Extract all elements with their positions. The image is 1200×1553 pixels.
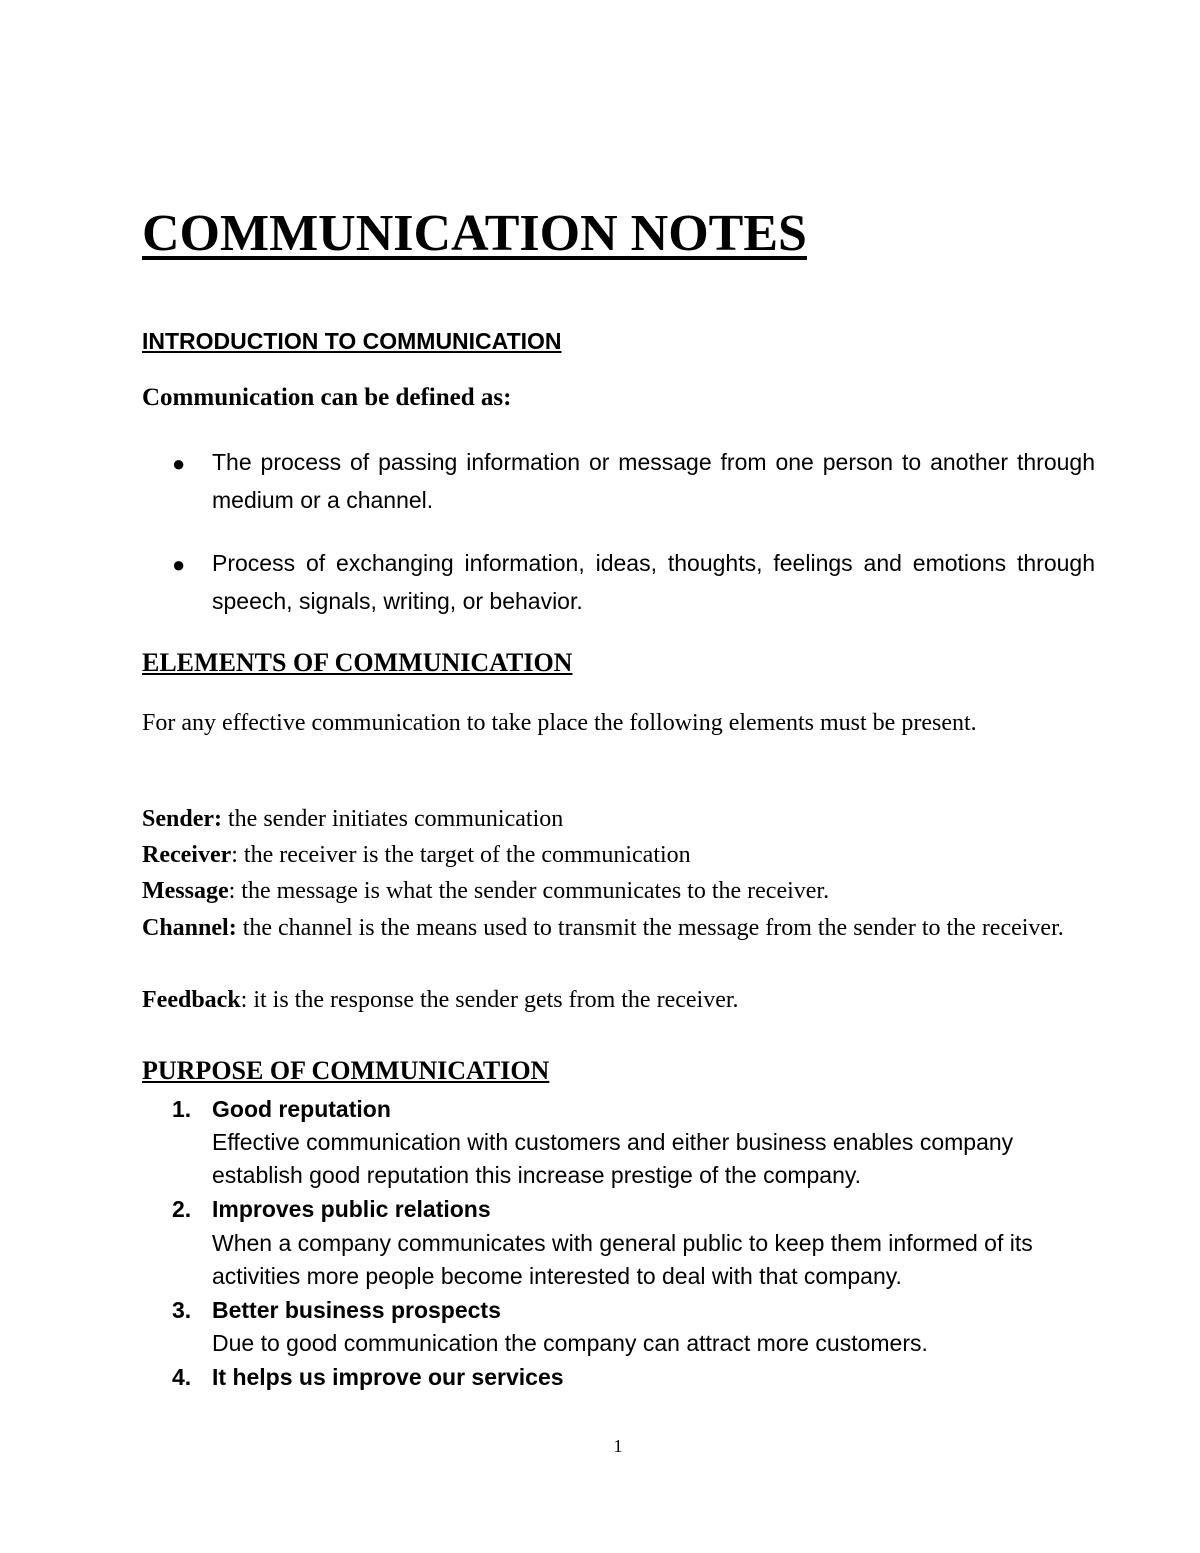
document-title: COMMUNICATION NOTES <box>142 205 807 262</box>
element-definition: the sender initiates communication <box>222 806 564 832</box>
elements-paragraph: For any effective communication to take place the following elements must be present. <box>142 710 977 736</box>
element-term: Sender: <box>142 806 222 832</box>
element-sender <box>142 801 1095 837</box>
element-channel <box>142 910 1095 946</box>
purpose-heading: PURPOSE OF COMMUNICATION <box>142 1056 550 1085</box>
element-receiver <box>142 837 1095 873</box>
item-number: 1. <box>172 1096 192 1122</box>
intro-lead: Communication can be defined as: <box>142 384 512 411</box>
element-definition: : the message is what the sender communicates to the receiver. <box>228 878 830 904</box>
element-term: Channel: <box>142 915 237 941</box>
purpose-item-title: Good reputation <box>212 1096 391 1122</box>
intro-bullet-2: Process of exchanging information, ideas, thoughts, feelings and emotions through speech, signals, writing, or behavior. <box>212 550 1095 614</box>
intro-heading: INTRODUCTION TO COMMUNICATION <box>142 328 562 354</box>
element-definition: : the receiver is the target of the communication <box>231 842 691 868</box>
purpose-item-desc: When a company communicates with general public to keep them informed of its activities more people become interested to deal with that company. <box>212 1230 1033 1289</box>
purpose-item-title: It helps us improve our services <box>212 1364 564 1390</box>
purpose-item-desc: Effective communication with customers and either business enables company establish good reputation this increase prestige of the company. <box>212 1129 1014 1188</box>
element-term: Feedback <box>142 987 241 1013</box>
page-number: 1 <box>613 1436 623 1456</box>
element-feedback <box>142 982 1095 1018</box>
purpose-item-title: Improves public relations <box>212 1196 491 1222</box>
item-number: 4. <box>172 1364 192 1390</box>
intro-bullet-1: The process of passing information or message from one person to another through medium or a channel. <box>212 449 1095 513</box>
purpose-item-title: Better business prospects <box>212 1297 501 1323</box>
purpose-item-desc: Due to good communication the company can attract more customers. <box>212 1330 928 1356</box>
element-definition: the channel is the means used to transmit the message from the sender to the receiver. <box>236 915 1064 941</box>
element-term: Receiver <box>142 842 232 868</box>
item-number: 2. <box>172 1196 192 1222</box>
elements-heading: ELEMENTS OF COMMUNICATION <box>142 648 573 677</box>
element-definition: : it is the response the sender gets from the receiver. <box>240 987 739 1013</box>
element-term: Message <box>142 878 229 904</box>
element-message <box>142 873 1095 909</box>
bullet-icon: ● <box>172 451 186 476</box>
bullet-icon: ● <box>172 552 186 577</box>
item-number: 3. <box>172 1297 192 1323</box>
